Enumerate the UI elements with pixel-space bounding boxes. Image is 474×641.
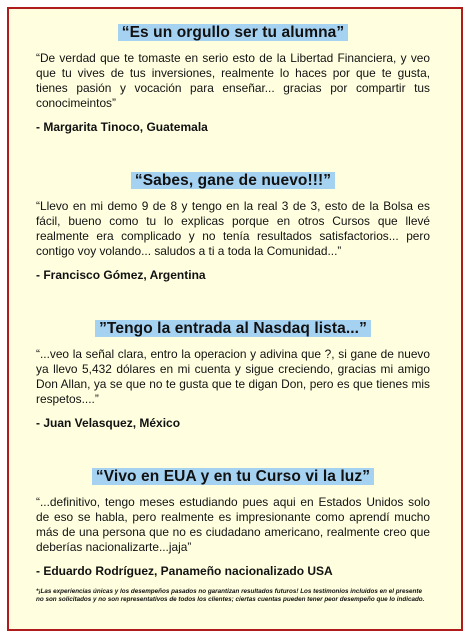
- testimonial-block: [36, 172, 430, 283]
- disclaimer-text: *¡Las experiencias únicas y los desempeños pasados no garantizan resultados futuros! Los testimonios incluidos en el presente no son solicitados y no son representativos de todos los clientes; ciertas cuentas pueden tener peor desempeño que lo indicado.: [36, 588, 425, 603]
- testimonial-author: - Eduardo Rodríguez, Panameño nacionalizado USA: [36, 564, 333, 579]
- testimonial-block: [36, 468, 430, 579]
- testimonial-title: [36, 172, 430, 189]
- testimonial-title-text: “Es un orgullo ser tu alumna”: [118, 24, 349, 41]
- testimonial-title-text: “Sabes, gane de nuevo!!!”: [131, 172, 335, 189]
- testimonial-title-text: “Vivo en EUA y en tu Curso vi la luz”: [92, 468, 374, 485]
- testimonial-title: [36, 320, 430, 337]
- testimonial-quote: “De verdad que te tomaste en serio esto de la Libertad Financiera, y veo que tu vives de tus inversiones, realmente lo haces por que te gusta, tienes pasión y vocación para enseñar... gracias por compartir tus conocimeintos”: [36, 51, 430, 111]
- testimonial-quote: “Llevo en mi demo 9 de 8 y tengo en la real 3 de 3, esto de la Bolsa es fácil, bueno como tu lo explicas porque en otros Cursos que llevé realmente era complicado y no tenía resultados satisfactorios... pero contigo voy volando... saludos a ti a toda la Comunidad...”: [36, 199, 430, 259]
- testimonial-block: [36, 24, 430, 135]
- testimonial-author: - Juan Velasquez, México: [36, 416, 181, 431]
- testimonial-block: [36, 320, 430, 431]
- testimonial-quote: “...veo la señal clara, entro la operacion y adivina que ?, si gane de nuevo ya llevo 5,432 dólares en mi cuenta y sigue creciendo, gracias mi amigo Don Allan, ya se que no te gusta que te digan Don, pero es que tienes mis respetos....”: [36, 347, 430, 407]
- testimonial-title: [36, 468, 430, 485]
- testimonial-title: [36, 24, 430, 41]
- testimonial-title-text: ”Tengo la entrada al Nasdaq lista...”: [95, 320, 371, 337]
- testimonial-quote: “...definitivo, tengo meses estudiando pues aqui en Estados Unidos solo de eso se habla, pero realmente es impresionante como aprendí mucho más de una persona que no es ciudadano americano, realmente creo que deberías nacionalizarte...jaja”: [36, 495, 430, 555]
- testimonial-author: - Margarita Tinoco, Guatemala: [36, 120, 208, 135]
- testimonial-author: - Francisco Gómez, Argentina: [36, 268, 206, 283]
